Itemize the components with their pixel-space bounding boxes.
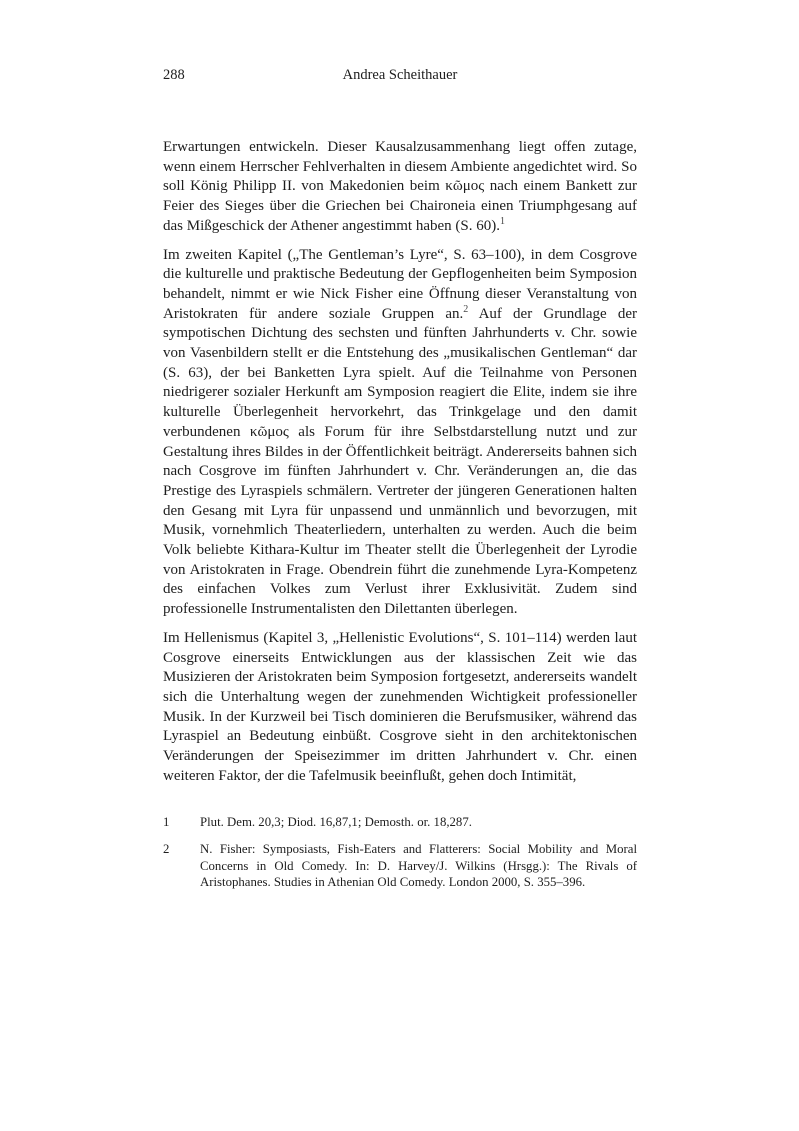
paragraph-2-text-a: Im zweiten Kapitel („The Gentleman’s Lyre“, S. 63–100), in dem Cosgrove die kulturelle und praktische Bedeutung der Gepflogenheiten beim Symposion behandelt, nimmt er wie Nick Fisher eine Öffnung dieser Veranstaltung von Aristokraten für andere soziale Gruppen an. <box>163 246 637 322</box>
footnote-2-marker: 2 <box>163 842 170 857</box>
page-number: 288 <box>163 67 185 83</box>
footnote-2 <box>163 841 637 890</box>
footnote-1 <box>163 814 637 830</box>
paragraph-2 <box>163 246 637 620</box>
footnote-1-marker: 1 <box>163 815 170 829</box>
paragraph-3-text: Im Hellenismus (Kapitel 3, „Hellenistic Evolutions“, S. 101–114) werden laut Cosgrove einerseits Entwicklungen aus der klassischen Zeit wie das Musizieren der Aristokraten beim Symposion fortgesetzt, andererseits wandelt sich die Unterhaltung wegen der zunehmenden Wichtigkeit professioneller Musik. In der Kurzweil bei Tisch dominieren die Berufsmusiker, während das Lyraspiel an Bedeutung einbüßt. Cosgrove sieht in den architektonischen Veränderungen der Speisezimmer im dritten Jahrhundert v. Chr. einen weiteren Faktor, der die Tafelmusik beeinflußt, gehen doch Intimität, <box>163 629 637 784</box>
footnotes-section <box>163 814 637 891</box>
paragraph-1-text: Erwartungen entwickeln. Dieser Kausalzusammenhang liegt offen zutage, wenn einem Herrscher Fehlverhalten in diesem Ambiente angedichtet wird. So soll König Philipp II. von Makedonien beim κῶμος nach einem Bankett zur Feier des Sieges über die Griechen bei Chaironeia einen Triumphgesang auf das Mißgeschick der Athener angestimmt haben (S. 60). <box>163 139 637 234</box>
paragraph-2-text-b: Auf der Grundlage der sympotischen Dichtung des sechsten und fünften Jahrhunderts v. Chr. sowie von Vasenbildern stellt er die Entstehung des „musikalischen Gentleman“ dar (S. 63), der bei Banketten Lyra spielt. Auf die Teilnahme von Personen niedrigerer sozialer Herkunft am Symposion reagiert die Elite, indem sie ihre kulturelle Überlegenheit hervorkehrt, das Trinkgelage und den damit verbundenen κῶμος als Forum für ihre Selbstdarstellung nutzt und zur Gestaltung ihres Bildes in der Öffentlichkeit beiträgt. Andererseits bahnen sich nach Cosgrove im fünften Jahrhundert v. Chr. Veränderungen an, die das Prestige des Lyraspiels schmälern. Vertreter der jüngeren Generationen halten den Gesang mit Lyra für unpassend und unmännlich und bevorzugen, mit Musik, vornehmlich Theaterliedern, unterhalten zu werden. Auch die beim Volk beliebte Kithara-Kultur im Theater stellt die Überlegenheit der Lyrodie von Aristokraten in Frage. Obendrein führt die zunehmende Lyra-Kompetenz des einfachen Volkes zum Verlust ihrer Exklusivität. Zudem sind professionelle Instrumentalisten den Dilettanten überlegen. <box>163 305 637 618</box>
footnote-ref-2: 2 <box>463 303 469 315</box>
page-header <box>163 66 637 84</box>
footnote-1-text: Plut. Dem. 20,3; Diod. 16,87,1; Demosth. or. 18,287. <box>200 815 472 829</box>
running-head: Andrea Scheithauer <box>342 67 458 83</box>
footnote-2-text: N. Fisher: Symposiasts, Fish-Eaters and Flatterers: Social Mobility and Moral Concerns in Old Comedy. In: D. Harvey/J. Wilkins (Hrsgg.): The Rivals of Aristophanes. Studies in Athenian Old Comedy. London 2000, S. 355–396. <box>200 842 637 890</box>
body-text <box>163 138 637 787</box>
paragraph-3 <box>163 629 637 787</box>
footnote-ref-1: 1 <box>500 215 506 227</box>
paragraph-1 <box>163 138 637 237</box>
